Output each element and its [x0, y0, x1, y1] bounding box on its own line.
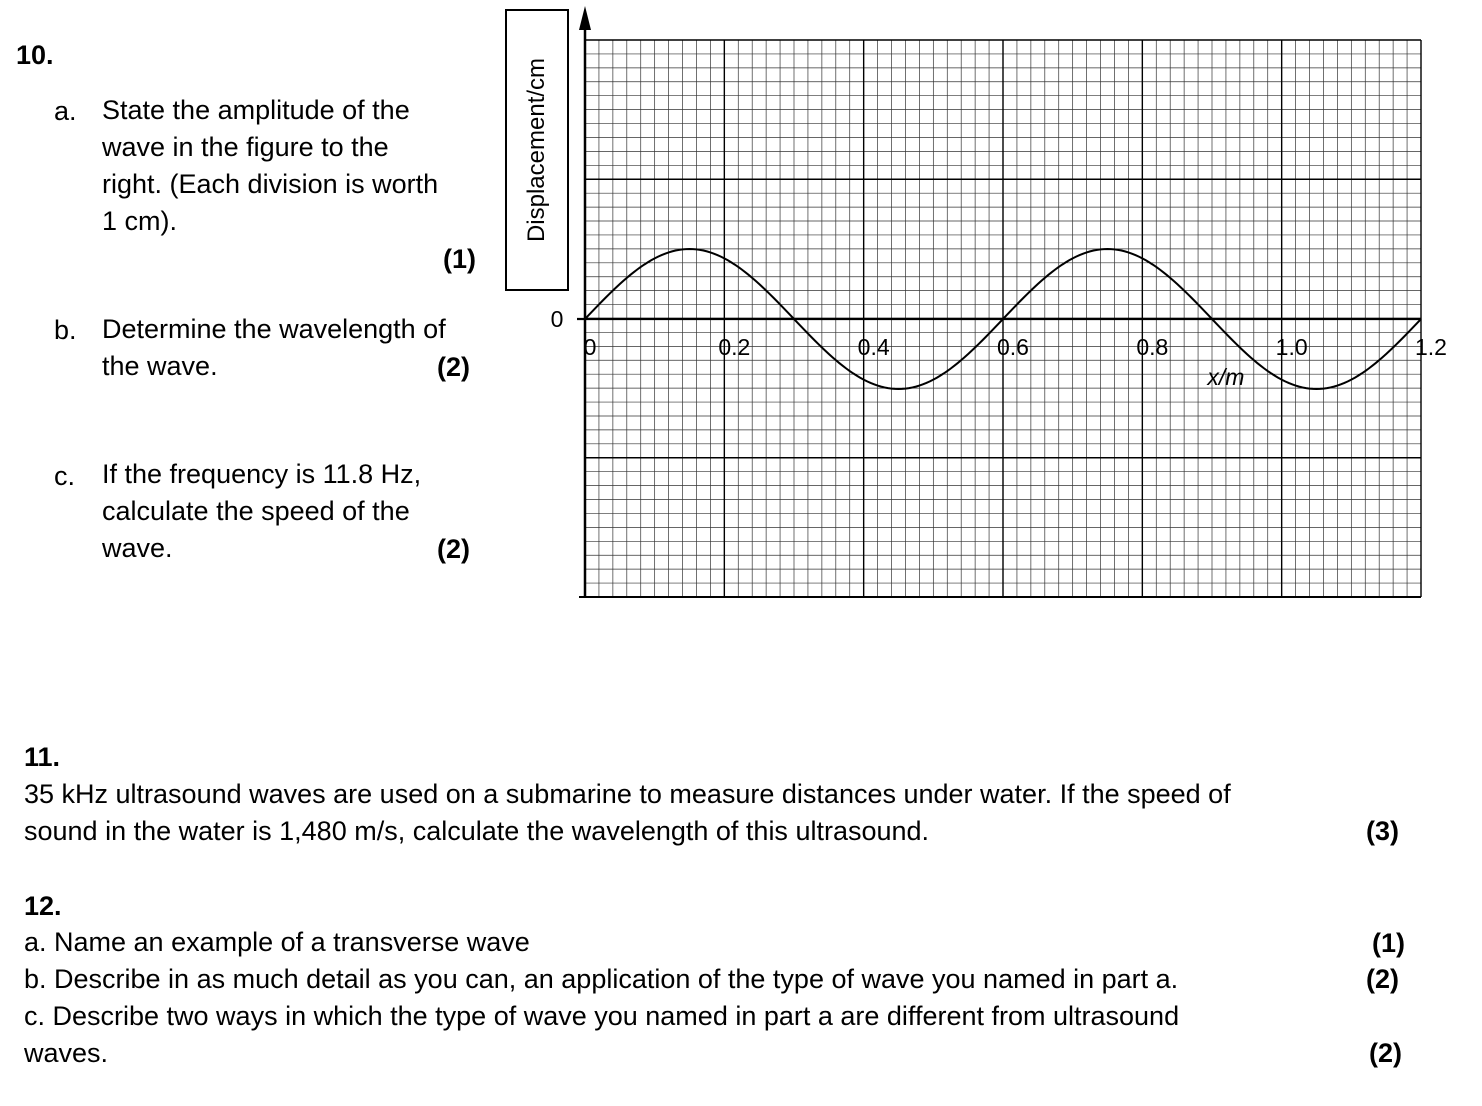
y-axis-arrow [579, 6, 591, 30]
question-10-number: 10. [16, 40, 54, 70]
q10b-marks: (2) [437, 352, 470, 382]
x-axis-label: x/m [1207, 364, 1245, 390]
q12-item: b. Describe in as much detail as you can, an application of the type of wave you named in part a. [24, 964, 1179, 994]
question-11-number: 11. [24, 742, 61, 772]
q12d-marks: (2) [1369, 1038, 1402, 1068]
question-12-number: 12. [24, 891, 62, 921]
y-axis-label: Displacement/cm [523, 57, 550, 243]
q10c-text [102, 456, 482, 567]
q10c-letter: c. [54, 461, 76, 491]
x-tick-label: 0.6 [997, 334, 1029, 360]
q12-item: c. Describe two ways in which the type of wave you named in part a are different from ultrasound [24, 1001, 1180, 1031]
q10a-marks: (1) [443, 244, 476, 274]
question-12-text [24, 924, 1354, 1072]
x-tick-label: 0.8 [1136, 334, 1169, 360]
q12b-marks: (2) [1366, 964, 1399, 994]
q12-item: a. Name an example of a transverse wave [24, 927, 530, 957]
q10b-text [102, 311, 482, 385]
x-tick-label: 1.2 [1415, 334, 1447, 360]
q10a-line: 1 cm). [102, 206, 178, 236]
q10a-text [102, 92, 482, 240]
q11-line: sound in the water is 1,480 m/s, calculate the wavelength of this ultrasound. [24, 816, 930, 846]
q10b-line: Determine the wavelength of [102, 314, 446, 344]
q12a-marks: (1) [1372, 928, 1405, 958]
axes [577, 6, 1421, 597]
x-tick-label: 0 [583, 334, 597, 360]
q10a-line: State the amplitude of the [102, 95, 410, 125]
q10c-line: wave. [102, 533, 173, 563]
x-tick-label: 0.2 [718, 334, 751, 360]
q10c-line: calculate the speed of the [102, 496, 410, 526]
wave-graph [500, 0, 1450, 610]
question-11-text [24, 776, 1364, 850]
q10a-line: wave in the figure to the [102, 132, 389, 162]
q10b-letter: b. [54, 315, 77, 345]
q10c-marks: (2) [437, 534, 470, 564]
y-tick-label: 0 [550, 306, 564, 332]
q10a-letter: a. [54, 96, 77, 126]
q10c-line: If the frequency is 11.8 Hz, [102, 459, 422, 489]
q10a-line: right. (Each division is worth [102, 169, 439, 199]
q11-marks: (3) [1366, 816, 1399, 846]
x-tick-label: 1.0 [1275, 334, 1308, 360]
q11-line: 35 kHz ultrasound waves are used on a submarine to measure distances under water. If the speed of [24, 779, 1231, 809]
q12-item: waves. [24, 1038, 109, 1068]
x-tick-label: 0.4 [857, 334, 890, 360]
q10b-line: the wave. [102, 351, 218, 381]
